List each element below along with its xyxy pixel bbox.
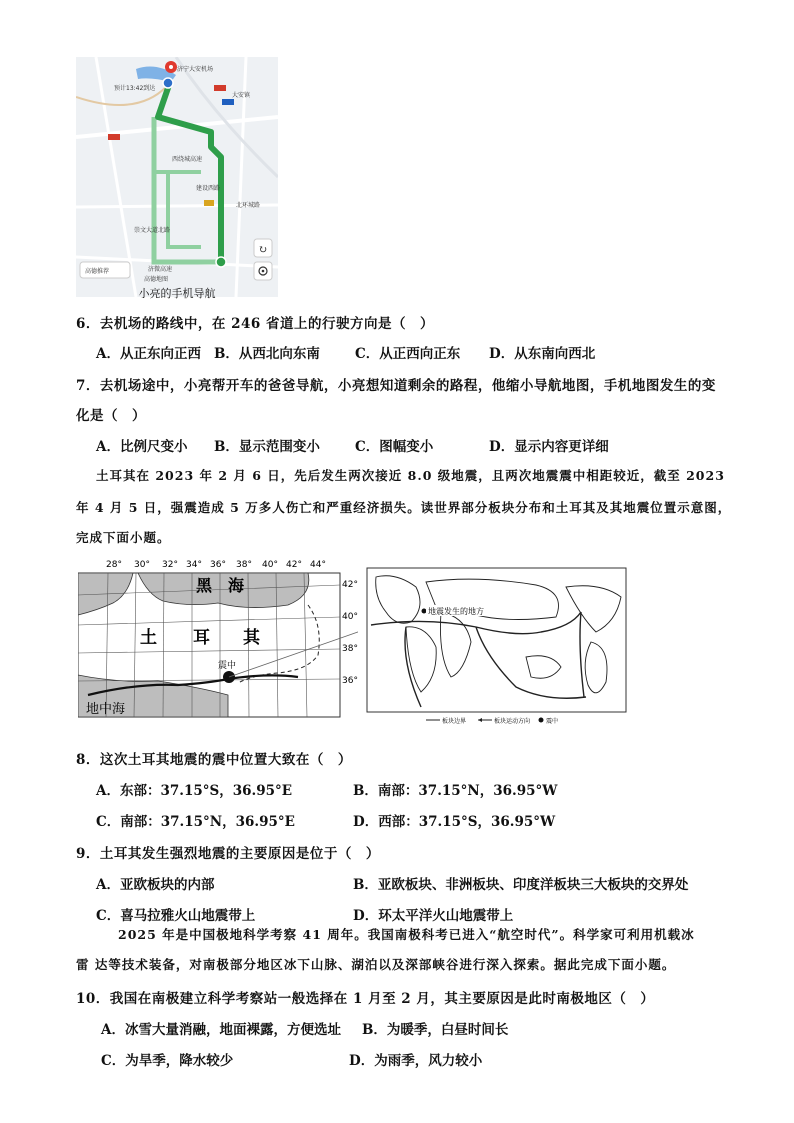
legend-direction: 板块运动方向	[494, 718, 531, 725]
route-recommend-button[interactable]: 高德推荐	[85, 268, 110, 275]
q9-stem: 9．土耳其发生强烈地震的主要原因是位于（ ）	[76, 846, 380, 862]
airport-label: 济宁大安机场	[177, 66, 214, 73]
q6-option-b[interactable]: B．从西北向东南	[214, 346, 320, 362]
lon-label-1: 30°	[134, 560, 150, 570]
map-caption: 小亮的手机导航	[138, 287, 216, 300]
lat-label-3: 36°	[342, 676, 358, 686]
q7-stem-line2: 化是（ ）	[76, 408, 146, 424]
country-char-2: 其	[243, 628, 260, 648]
refresh-icon[interactable]: ↻	[258, 243, 268, 256]
black-sea-label: 黑 海	[196, 576, 245, 595]
med-sea-label: 地中海	[86, 702, 126, 717]
lat-label-2: 38°	[342, 644, 358, 654]
legend-boundary: 板块边界	[442, 718, 467, 725]
lon-label-5: 38°	[236, 560, 252, 570]
q10-option-a[interactable]: A．冰雪大量消融，地面裸露，方便选址	[101, 1022, 341, 1038]
road-label-3: 西绕城高速	[172, 156, 203, 163]
q7-option-b[interactable]: B．显示范围变小	[214, 439, 320, 455]
road-label-1: 北环城路	[236, 202, 261, 209]
q10-option-c[interactable]: C．为旱季，降水较少	[101, 1053, 234, 1069]
q6-stem: 6．去机场的路线中，在 246 省道上的行驶方向是（ ）	[76, 316, 434, 332]
road-label-2: 济微高速	[148, 266, 173, 273]
navigation-map-svg	[76, 57, 278, 297]
country-char-0: 土	[140, 628, 157, 648]
eta-label: 预计13:42到达	[114, 85, 156, 92]
q7-option-d[interactable]: D．显示内容更详细	[489, 439, 609, 455]
lon-label-4: 36°	[210, 560, 226, 570]
q6-option-a[interactable]: A．从正东向正西	[96, 346, 201, 362]
brand-label: 高德地图	[144, 276, 169, 283]
q9-option-c[interactable]: C．喜马拉雅火山地震带上	[96, 908, 256, 924]
passage1-line2: 年 4 月 5 日，强震造成 5 万多人伤亡和严重经济损失。读世界部分板块分布和土耳其及其地震位置示意图，	[76, 500, 732, 515]
lon-label-6: 40°	[262, 560, 278, 570]
road-label-5: 崇文大道北路	[134, 227, 171, 234]
navigation-map	[76, 57, 278, 297]
lon-label-0: 28°	[106, 560, 122, 570]
q8-option-d[interactable]: D．西部：37.15°S，36.95°W	[353, 814, 556, 830]
q10-stem: 10．我国在南极建立科学考察站一般选择在 1 月至 2 月，其主要原因是此时南极地区（ ）	[76, 991, 655, 1007]
lat-label-0: 42°	[342, 580, 358, 590]
q10-option-b[interactable]: B．为暖季，白昼时间长	[362, 1022, 509, 1038]
passage2-line2: 雷 达等技术装备，对南极部分地区冰下山脉、湖泊以及深部峡谷进行深入探索。据此完成下面小题。	[76, 957, 676, 972]
road-label-0: 大安镇	[232, 92, 251, 99]
turkey-map	[78, 555, 358, 721]
q8-option-b[interactable]: B．南部：37.15°N，36.95°W	[353, 783, 558, 799]
q6-option-c[interactable]: C．从正西向正东	[355, 346, 461, 362]
legend-epicenter: 震中	[546, 718, 559, 725]
road-label-4: 建设西路	[196, 185, 221, 192]
q9-option-b[interactable]: B．亚欧板块、非洲板块、印度洋板块三大板块的交界处	[353, 877, 689, 893]
q7-stem-line1: 7．去机场途中，小亮帮开车的爸爸导航，小亮想知道剩余的路程，他缩小导航地图，手机地图发生的变	[76, 378, 716, 394]
lon-label-7: 42°	[286, 560, 302, 570]
passage1-line1: 土耳其在 2023 年 2 月 6 日，先后发生两次接近 8.0 级地震，且两次地震震中相距较近，截至 2023	[96, 468, 725, 483]
q7-option-a[interactable]: A．比例尺变小	[96, 439, 188, 455]
q7-option-c[interactable]: C．图幅变小	[355, 439, 434, 455]
passage2-line1: 2025 年是中国极地科学考察 41 周年。我国南极科考已进入“航空时代”。科学家可利用机载冰	[118, 927, 695, 942]
epicenter-label: 震中	[218, 661, 237, 671]
passage1-line3: 完成下面小题。	[76, 530, 171, 545]
q9-option-a[interactable]: A．亚欧板块的内部	[96, 877, 215, 893]
world-callout: 地震发生的地方	[428, 607, 484, 616]
world-plate-map	[366, 567, 628, 725]
q8-option-c[interactable]: C．南部：37.15°N，36.95°E	[96, 814, 295, 830]
lon-label-2: 32°	[162, 560, 178, 570]
lon-label-3: 34°	[186, 560, 202, 570]
q9-option-d[interactable]: D．环太平洋火山地震带上	[353, 908, 514, 924]
q6-option-d[interactable]: D．从东南向西北	[489, 346, 596, 362]
country-char-1: 耳	[193, 628, 210, 648]
q8-stem: 8．这次土耳其地震的震中位置大致在（ ）	[76, 752, 352, 768]
q8-option-a[interactable]: A．东部：37.15°S，36.95°E	[96, 783, 293, 799]
lat-label-1: 40°	[342, 612, 358, 622]
lon-label-8: 44°	[310, 560, 326, 570]
q10-option-d[interactable]: D．为雨季，风力较小	[349, 1053, 483, 1069]
